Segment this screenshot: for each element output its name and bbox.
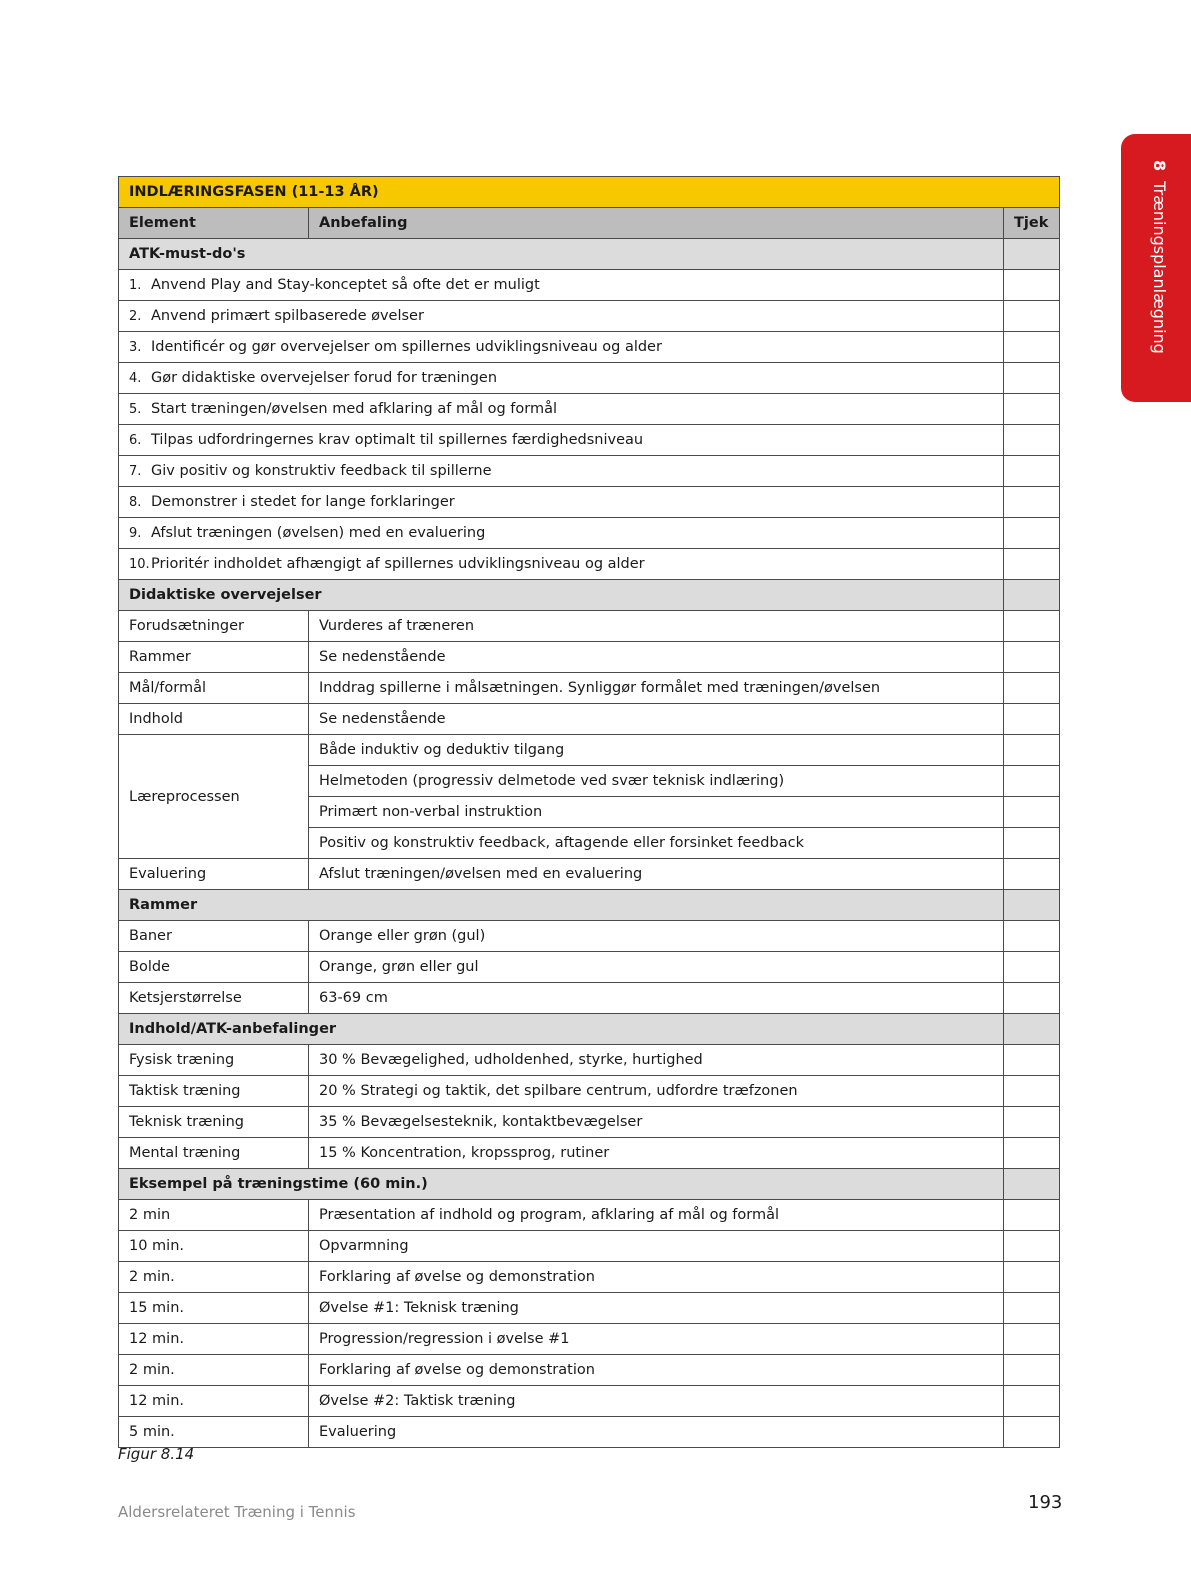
table-row [119,1262,1060,1293]
check-cell[interactable] [1004,270,1060,301]
must-do-cell [119,518,1004,549]
page-number: 193 [1028,1492,1063,1513]
table-row [119,704,1060,735]
check-cell[interactable] [1004,1324,1060,1355]
check-cell[interactable] [1004,1138,1060,1169]
item-text: Afslut træningen (øvelsen) med en evaluering [151,524,486,541]
check-cell[interactable] [1004,1045,1060,1076]
table-row [119,921,1060,952]
check-cell[interactable] [1004,580,1060,611]
recommendation-cell: Afslut træningen/øvelsen med en evaluering [309,859,1004,890]
item-text: Prioritér indholdet afhængigt af spillernes udviklingsniveau og alder [151,555,645,572]
table-row [119,1324,1060,1355]
check-cell[interactable] [1004,766,1060,797]
list-item [119,487,1060,518]
chapter-title: Træningsplanlægning [1150,181,1169,354]
must-do-cell [119,425,1004,456]
item-number: 7. [129,463,142,479]
header-element: Element [119,208,309,239]
table-row [119,1293,1060,1324]
element-cell: Rammer [119,642,309,673]
recommendation-cell: Primært non-verbal instruktion [309,797,1004,828]
table-title: INDLÆRINGSFASEN (11-13 ÅR) [119,177,1060,208]
must-do-cell [119,363,1004,394]
recommendation-cell: Inddrag spillerne i målsætningen. Synliggør formålet med træningen/øvelsen [309,673,1004,704]
chapter-tab-label [1148,160,1170,354]
check-cell[interactable] [1004,890,1060,921]
check-cell[interactable] [1004,1169,1060,1200]
element-cell: Indhold [119,704,309,735]
training-plan-table [118,176,1060,1448]
check-cell[interactable] [1004,1076,1060,1107]
check-cell[interactable] [1004,952,1060,983]
section-heading: Indhold/ATK-anbefalinger [119,1014,1004,1045]
check-cell[interactable] [1004,518,1060,549]
item-number: 1. [129,277,142,293]
table-row [119,983,1060,1014]
check-cell[interactable] [1004,859,1060,890]
check-cell[interactable] [1004,1386,1060,1417]
table-row [119,1076,1060,1107]
header-check: Tjek [1004,208,1060,239]
footer-book-title: Aldersrelateret Træning i Tennis [118,1503,356,1521]
recommendation-cell: Øvelse #1: Teknisk træning [309,1293,1004,1324]
must-do-cell [119,394,1004,425]
check-cell[interactable] [1004,1355,1060,1386]
section-frames [119,890,1060,921]
must-do-cell [119,332,1004,363]
recommendation-cell: Helmetoden (progressiv delmetode ved svær teknisk indlæring) [309,766,1004,797]
item-number: 10. [129,556,150,572]
check-cell[interactable] [1004,487,1060,518]
recommendation-cell: Progression/regression i øvelse #1 [309,1324,1004,1355]
item-text: Demonstrer i stedet for lange forklaringer [151,493,455,510]
element-cell: 2 min [119,1200,309,1231]
recommendation-cell: 20 % Strategi og taktik, det spilbare centrum, udfordre træfzonen [309,1076,1004,1107]
item-text: Anvend Play and Stay-konceptet så ofte det er muligt [151,276,540,293]
check-cell[interactable] [1004,456,1060,487]
recommendation-cell: Orange, grøn eller gul [309,952,1004,983]
list-item [119,425,1060,456]
element-cell: Bolde [119,952,309,983]
recommendation-cell: Opvarmning [309,1231,1004,1262]
element-cell: Taktisk træning [119,1076,309,1107]
list-item [119,363,1060,394]
recommendation-cell: Præsentation af indhold og program, afklaring af mål og formål [309,1200,1004,1231]
item-number: 2. [129,308,142,324]
element-cell: 5 min. [119,1417,309,1448]
list-item [119,301,1060,332]
must-do-cell [119,301,1004,332]
recommendation-cell: 15 % Koncentration, kropssprog, rutiner [309,1138,1004,1169]
chapter-number: 8 [1150,160,1169,172]
table-row [119,1231,1060,1262]
recommendation-cell: Positiv og konstruktiv feedback, aftagende eller forsinket feedback [309,828,1004,859]
table-row [119,1355,1060,1386]
element-cell: 2 min. [119,1262,309,1293]
check-cell[interactable] [1004,1293,1060,1324]
element-cell: 12 min. [119,1324,309,1355]
table-row [119,1417,1060,1448]
element-cell: Ketsjerstørrelse [119,983,309,1014]
section-content [119,1014,1060,1045]
item-number: 9. [129,525,142,541]
item-text: Anvend primært spilbaserede øvelser [151,307,424,324]
recommendation-cell: Evaluering [309,1417,1004,1448]
section-heading: Eksempel på træningstime (60 min.) [119,1169,1004,1200]
element-cell: Teknisk træning [119,1107,309,1138]
check-cell[interactable] [1004,611,1060,642]
section-example [119,1169,1060,1200]
item-number: 8. [129,494,142,510]
check-cell[interactable] [1004,239,1060,270]
table-row [119,673,1060,704]
element-cell: Fysisk træning [119,1045,309,1076]
item-text: Gør didaktiske overvejelser forud for træningen [151,369,498,386]
table-row [119,952,1060,983]
table-row [119,735,1060,766]
element-cell: Mental træning [119,1138,309,1169]
list-item [119,456,1060,487]
table-title-row [119,177,1060,208]
list-item [119,549,1060,580]
check-cell[interactable] [1004,1200,1060,1231]
recommendation-cell: 63-69 cm [309,983,1004,1014]
table-row [119,1200,1060,1231]
table-row [119,611,1060,642]
check-cell[interactable] [1004,673,1060,704]
check-cell[interactable] [1004,549,1060,580]
element-cell: Læreprocessen [119,735,309,859]
element-cell: 2 min. [119,1355,309,1386]
check-cell[interactable] [1004,1231,1060,1262]
table-row [119,1138,1060,1169]
check-cell[interactable] [1004,332,1060,363]
recommendation-cell: Både induktiv og deduktiv tilgang [309,735,1004,766]
must-do-cell [119,487,1004,518]
item-number: 3. [129,339,142,355]
check-cell[interactable] [1004,983,1060,1014]
list-item [119,270,1060,301]
check-cell[interactable] [1004,394,1060,425]
check-cell[interactable] [1004,921,1060,952]
check-cell[interactable] [1004,704,1060,735]
item-text: Identificér og gør overvejelser om spillernes udviklingsniveau og alder [151,338,662,355]
section-didactic [119,580,1060,611]
check-cell[interactable] [1004,735,1060,766]
figure-caption: Figur 8.14 [118,1445,195,1463]
table-row [119,1386,1060,1417]
item-text: Start træningen/øvelsen med afklaring af mål og formål [151,400,558,417]
check-cell[interactable] [1004,1417,1060,1448]
table-header-row [119,208,1060,239]
element-cell: 15 min. [119,1293,309,1324]
must-do-cell [119,549,1004,580]
item-number: 6. [129,432,142,448]
list-item [119,518,1060,549]
element-cell: Evaluering [119,859,309,890]
must-do-cell [119,456,1004,487]
recommendation-cell: Se nedenstående [309,704,1004,735]
section-atk-must-dos [119,239,1060,270]
recommendation-cell: Øvelse #2: Taktisk træning [309,1386,1004,1417]
check-cell[interactable] [1004,828,1060,859]
recommendation-cell: Forklaring af øvelse og demonstration [309,1355,1004,1386]
check-cell[interactable] [1004,363,1060,394]
check-cell[interactable] [1004,301,1060,332]
check-cell[interactable] [1004,1262,1060,1293]
recommendation-cell: Orange eller grøn (gul) [309,921,1004,952]
must-do-cell [119,270,1004,301]
check-cell[interactable] [1004,1107,1060,1138]
check-cell[interactable] [1004,425,1060,456]
table-row [119,1107,1060,1138]
element-cell: 12 min. [119,1386,309,1417]
recommendation-cell: Se nedenstående [309,642,1004,673]
item-text: Tilpas udfordringernes krav optimalt til spillernes færdighedsniveau [151,431,644,448]
item-number: 4. [129,370,142,386]
item-text: Giv positiv og konstruktiv feedback til spillerne [151,462,492,479]
check-cell[interactable] [1004,1014,1060,1045]
section-heading: Rammer [119,890,1004,921]
table-row [119,1045,1060,1076]
header-recommendation: Anbefaling [309,208,1004,239]
item-number: 5. [129,401,142,417]
element-cell: Forudsætninger [119,611,309,642]
list-item [119,394,1060,425]
check-cell[interactable] [1004,642,1060,673]
section-heading: ATK-must-do's [119,239,1004,270]
element-cell: Mål/formål [119,673,309,704]
section-heading: Didaktiske overvejelser [119,580,1004,611]
list-item [119,332,1060,363]
table-row [119,642,1060,673]
recommendation-cell: 35 % Bevægelsesteknik, kontaktbevægelser [309,1107,1004,1138]
element-cell: 10 min. [119,1231,309,1262]
element-cell: Baner [119,921,309,952]
recommendation-cell: Vurderes af træneren [309,611,1004,642]
check-cell[interactable] [1004,797,1060,828]
recommendation-cell: 30 % Bevægelighed, udholdenhed, styrke, hurtighed [309,1045,1004,1076]
table-row [119,859,1060,890]
recommendation-cell: Forklaring af øvelse og demonstration [309,1262,1004,1293]
